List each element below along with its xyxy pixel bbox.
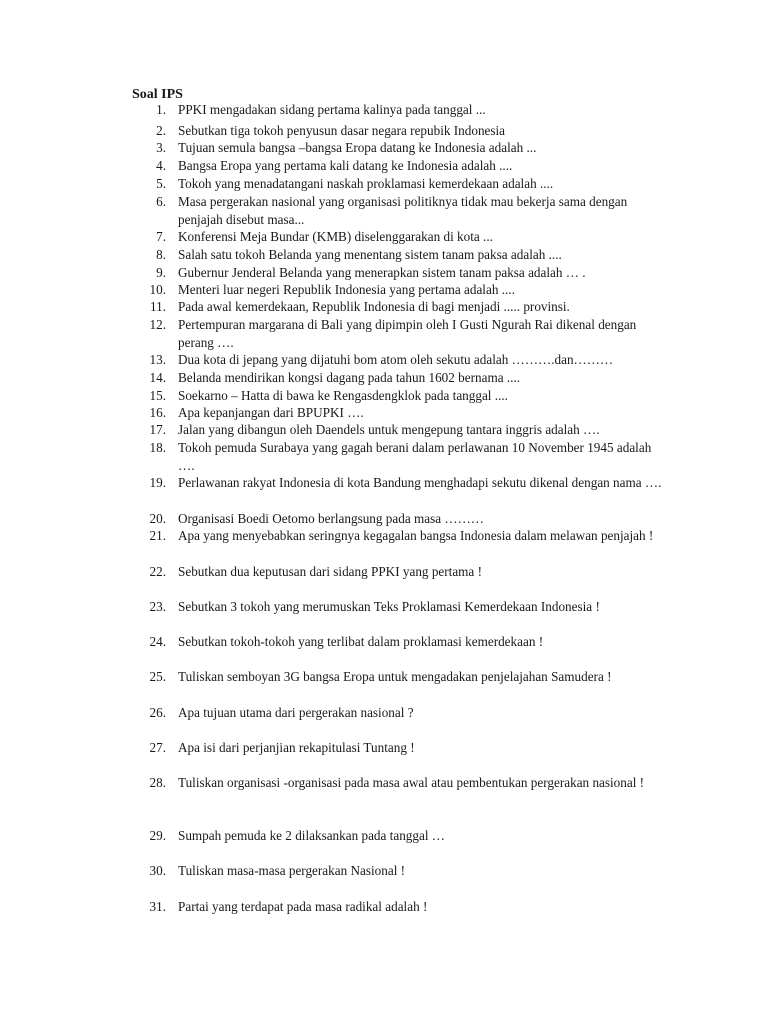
question-text: Organisasi Boedi Oetomo berlangsung pada masa ………	[178, 511, 484, 526]
question-text: Masa pergerakan nasional yang organisasi politiknya tidak mau bekerja sama dengan penjajah disebut masa...	[178, 194, 628, 227]
question-number: 10.	[149, 282, 166, 297]
question-text: Perlawanan rakyat Indonesia di kota Bandung menghadapi sekutu dikenal dengan nama ….	[178, 475, 662, 490]
document-title: Soal IPS	[132, 87, 183, 102]
question-text: Tokoh pemuda Surabaya yang gagah berani dalam perlawanan 10 November 1945 adalah ….	[178, 440, 652, 473]
question-number: 18.	[149, 440, 166, 455]
question-number: 23.	[149, 599, 166, 614]
question-text: Sebutkan tiga tokoh penyusun dasar negara repubik Indonesia	[178, 123, 506, 138]
question-text: Tokoh yang menadatangani naskah proklamasi kemerdekaan adalah ....	[178, 176, 554, 191]
question-text: Belanda mendirikan kongsi dagang pada tahun 1602 bernama ....	[178, 370, 521, 385]
question-text: Tuliskan masa-masa pergerakan Nasional !	[178, 863, 406, 878]
question-text: Sebutkan tokoh-tokoh yang terlibat dalam proklamasi kemerdekaan !	[178, 634, 544, 649]
question-number: 20.	[149, 511, 166, 526]
question-text: Apa isi dari perjanjian rekapitulasi Tuntang !	[178, 740, 415, 755]
question-text: Tuliskan organisasi -organisasi pada masa awal atau pembentukan pergerakan nasional !	[178, 775, 645, 790]
question-text: Apa kepanjangan dari BPUPKI ….	[178, 405, 364, 420]
question-text: Salah satu tokoh Belanda yang menentang sistem tanam paksa adalah ....	[178, 247, 562, 262]
question-text: Apa yang menyebabkan seringnya kegagalan bangsa Indonesia dalam melawan penjajah !	[178, 528, 654, 543]
question-number: 30.	[149, 863, 166, 878]
question-number: 22.	[149, 564, 166, 579]
question-number: 11.	[150, 299, 166, 314]
question-number: 8.	[156, 247, 166, 262]
question-number: 5.	[156, 176, 166, 191]
question-number: 27.	[149, 740, 166, 755]
question-text: Konferensi Meja Bundar (KMB) diselenggarakan di kota ...	[178, 229, 493, 244]
question-number: 13.	[149, 352, 166, 367]
question-number: 25.	[149, 669, 166, 684]
question-number: 31.	[149, 899, 166, 914]
question-number: 2.	[156, 123, 166, 138]
question-text: Dua kota di jepang yang dijatuhi bom atom oleh sekutu adalah ……….dan………	[178, 352, 614, 367]
question-text: Tujuan semula bangsa –bangsa Eropa datang ke Indonesia adalah ...	[178, 140, 537, 155]
question-number: 1.	[156, 102, 166, 117]
question-number: 21.	[149, 528, 166, 543]
question-text: Pada awal kemerdekaan, Republik Indonesia di bagi menjadi ..... provinsi.	[178, 299, 570, 314]
question-number: 15.	[149, 388, 166, 403]
question-text: Sumpah pemuda ke 2 dilaksankan pada tanggal …	[178, 828, 445, 843]
question-text: Sebutkan 3 tokoh yang merumuskan Teks Proklamasi Kemerdekaan Indonesia !	[178, 599, 600, 614]
question-text: Apa tujuan utama dari pergerakan nasional ?	[178, 705, 414, 720]
question-text: Bangsa Eropa yang pertama kali datang ke Indonesia adalah ....	[178, 158, 513, 173]
question-text: Sebutkan dua keputusan dari sidang PPKI yang pertama !	[178, 564, 482, 579]
question-number: 16.	[149, 405, 166, 420]
question-number: 24.	[149, 634, 166, 649]
question-text: Pertempuran margarana di Bali yang dipimpin oleh I Gusti Ngurah Rai dikenal dengan perang ….	[178, 317, 637, 350]
question-number: 3.	[156, 140, 166, 155]
question-number: 4.	[156, 158, 166, 173]
question-text: Menteri luar negeri Republik Indonesia yang pertama adalah ....	[178, 282, 515, 297]
question-number: 7.	[156, 229, 166, 244]
question-number: 26.	[149, 705, 166, 720]
question-number: 29.	[149, 828, 166, 843]
question-text: Gubernur Jenderal Belanda yang menerapkan sistem tanam paksa adalah … .	[178, 265, 586, 280]
question-text: PPKI mengadakan sidang pertama kalinya pada tanggal ...	[178, 102, 486, 117]
question-text: Jalan yang dibangun oleh Daendels untuk mengepung tantara inggris adalah ….	[178, 422, 600, 437]
question-text: Partai yang terdapat pada masa radikal adalah !	[178, 899, 428, 914]
question-number: 6.	[156, 194, 166, 209]
question-number: 28.	[149, 775, 166, 790]
question-number: 12.	[149, 317, 166, 332]
question-text: Soekarno – Hatta di bawa ke Rengasdengklok pada tanggal ....	[178, 388, 508, 403]
question-number: 9.	[156, 265, 166, 280]
question-number: 14.	[149, 370, 166, 385]
question-number: 19.	[149, 475, 166, 490]
question-text: Tuliskan semboyan 3G bangsa Eropa untuk mengadakan penjelajahan Samudera !	[178, 669, 612, 684]
question-number: 17.	[149, 422, 166, 437]
